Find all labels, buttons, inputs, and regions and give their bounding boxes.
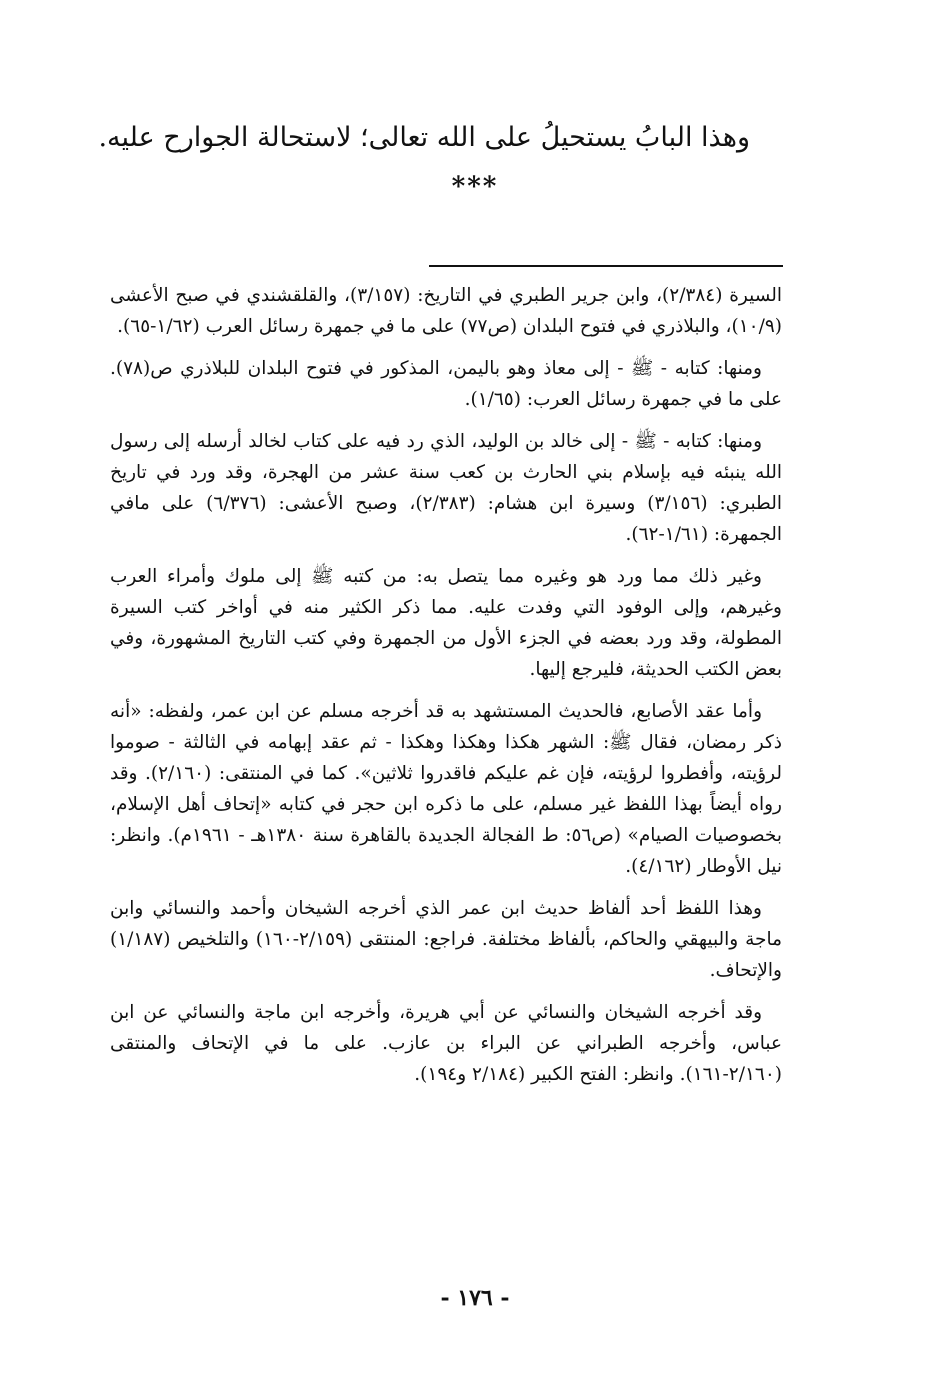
footnotes-block <box>110 280 782 1101</box>
section-separator: *** <box>451 172 499 202</box>
footnote-paragraph: ومنها: كتابه - ﷺ - إلى خالد بن الوليد، الذي رد فيه على كتاب لخالد أرسله إلى رسول الله ينبئه فيه بإسلام بني الحارث بن كعب سنة عشر من الهجرة، وقد ورد في تاريخ الطبري: (٣/١٥٦) وسيرة ابن هشام: (٢/٣٨٣)، وصبح الأعشى: (٦/٣٧٦) على مافي الجمهرة: (١/٦١-٦٢). <box>110 431 782 545</box>
footnote-paragraph: وأما عقد الأصابع، فالحديث المستشهد به قد أخرجه مسلم عن ابن عمر، ولفظه: «أنه ذكر رمضان، فقال ﷺ: الشهر هكذا وهكذا وهكذا - ثم عقد إبهامه في الثالثة - صوموا لرؤيته، وأفطروا لرؤيته، فإن غم عليكم فاقدروا ثلاثين». كما في المنتقى: (٢/١٦٠). وقد رواه أيضاً بهذا اللفظ غير مسلم، على ما ذكره ابن حجر في كتابه «إتحاف أهل الإسلام، بخصوصيات الصيام» (ص٥٦: ط الفجالة الجديدة بالقاهرة سنة ١٣٨٠هـ - ١٩٦١م). وانظر: نيل الأوطار (٤/١٦٢). <box>110 701 782 877</box>
footnote-paragraph: ومنها: كتابه - ﷺ - إلى معاذ وهو باليمن، المذكور في فتوح البلدان للبلاذري ص(٧٨). على ما في جمهرة رسائل العرب: (١/٦٥). <box>110 358 782 410</box>
footnote-paragraph: وغير ذلك مما ورد هو وغيره مما يتصل به: من كتبه ﷺ إلى ملوك وأمراء العرب وغيرهم، وإلى الوفود التي وفدت عليه. مما ذكر الكثير منه في أواخر كتب السيرة المطولة، وقد ورد بعضه في الجزء الأول من الجمهرة وفي كتب التاريخ المشهورة، وفي بعض الكتب الحديثة، فليرجع إليها. <box>110 566 782 680</box>
footnote-rule <box>429 265 783 267</box>
footnote-paragraph: وهذا اللفظ أحد ألفاظ حديث ابن عمر الذي أخرجه الشيخان وأحمد والنسائي وابن ماجة والبيهقي والحاكم، بألفاظ مختلفة. فراجع: المنتقى (٢/١٥٩-١٦٠) والتلخيص (١/١٨٧) والإتحاف. <box>110 898 782 981</box>
footnote-paragraph: السيرة (٢/٣٨٤)، وابن جرير الطبري في التاريخ: (٣/١٥٧)، والقلقشندي في صبح الأعشى (١٠/٩)، والبلاذري في فتوح البلدان (ص٧٧) على ما في جمهرة رسائل العرب (١/٦٢-٦٥). <box>110 285 782 337</box>
footnote-paragraph: وقد أخرجه الشيخان والنسائي عن أبي هريرة، وأخرجه ابن ماجة والنسائي عن ابن عباس، وأخرجه الطبراني عن البراء بن عازب. على ما في الإتحاف والمنتقى (٢/١٦٠-١٦١). وانظر: الفتح الكبير (٢/١٨٤ و١٩٤). <box>110 1002 782 1085</box>
main-text-line: وهذا البابُ يستحيلُ على الله تعالى؛ لاستحالة الجوارح عليه. <box>98 122 750 153</box>
page-number: - ١٧٦ - <box>440 1285 510 1311</box>
